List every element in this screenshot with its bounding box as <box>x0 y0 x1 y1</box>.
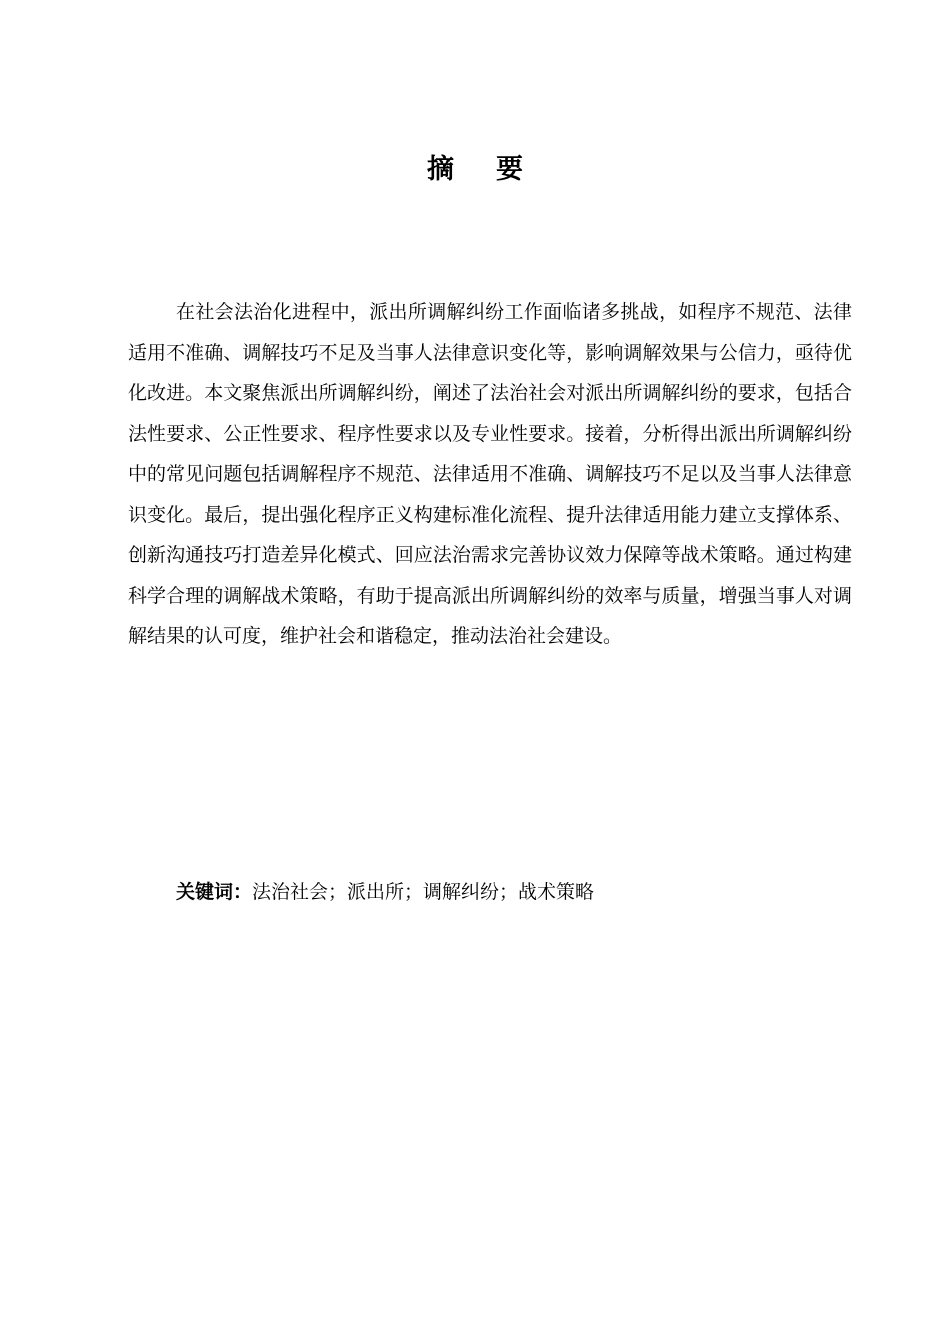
keywords-list: 法治社会；派出所；调解纠纷；战术策略 <box>252 881 595 903</box>
page-title: 摘要 <box>427 154 565 185</box>
abstract-paragraph: 在社会法治化进程中，派出所调解纠纷工作面临诸多挑战，如程序不规范、法律适用不准确、调解技巧不足及当事人法律意识变化等，影响调解效果与公信力，亟待优化改进。本文聚焦派出所调解纠纷，阐述了法治社会对派出所调解纠纷的要求，包括合法性要求、公正性要求、程序性要求以及专业性要求。接着，分析得出派出所调解纠纷中的常见问题包括调解程序不规范、法律适用不准确、调解技巧不足以及当事人法律意识变化。最后，提出强化程序正义构建标准化流程、提升法律适用能力建立支撑体系、创新沟通技巧打造差异化模式、回应法治需求完善协议效力保障等战术策略。通过构建科学合理的调解战术策略，有助于提高派出所调解纠纷的效率与质量，增强当事人对调解结果的认可度，维护社会和谐稳定，推动法治社会建设。 <box>128 301 852 647</box>
keywords-label: 关键词： <box>176 881 253 903</box>
keywords-line <box>176 872 856 912</box>
